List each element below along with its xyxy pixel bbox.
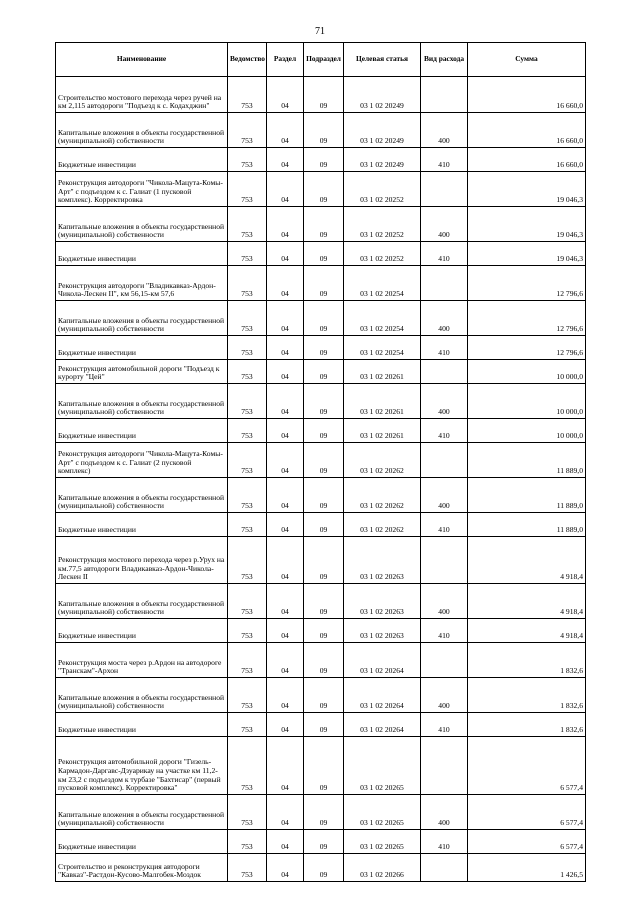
cell-dept: 753 — [228, 830, 267, 854]
cell-subsection: 09 — [304, 619, 344, 643]
cell-sum: 11 889,0 — [468, 478, 586, 513]
table-row — [56, 513, 586, 537]
cell-sum: 1 832,6 — [468, 678, 586, 713]
cell-exp-type — [421, 643, 468, 678]
cell-target: 03 1 02 20262 — [344, 443, 421, 478]
table-row — [56, 172, 586, 207]
table-row — [56, 584, 586, 619]
cell-exp-type — [421, 172, 468, 207]
cell-section: 04 — [267, 513, 304, 537]
cell-name: Капитальные вложения в объекты государственной (муниципальной) собственности — [56, 795, 228, 830]
cell-sum: 4 918,4 — [468, 584, 586, 619]
cell-sum: 16 660,0 — [468, 113, 586, 148]
cell-subsection: 09 — [304, 795, 344, 830]
cell-target: 03 1 02 20254 — [344, 336, 421, 360]
table-row — [56, 830, 586, 854]
cell-dept: 753 — [228, 643, 267, 678]
table-row — [56, 619, 586, 643]
table-row — [56, 443, 586, 478]
budget-table — [55, 42, 586, 882]
cell-subsection: 09 — [304, 419, 344, 443]
cell-exp-type: 410 — [421, 242, 468, 266]
cell-dept: 753 — [228, 584, 267, 619]
cell-exp-type: 400 — [421, 207, 468, 242]
cell-exp-type — [421, 737, 468, 795]
cell-section: 04 — [267, 242, 304, 266]
table-row — [56, 77, 586, 113]
header-sum: Сумма — [468, 43, 586, 77]
table-row — [56, 301, 586, 336]
cell-dept: 753 — [228, 266, 267, 301]
cell-section: 04 — [267, 360, 304, 384]
table-row — [56, 384, 586, 419]
cell-subsection: 09 — [304, 242, 344, 266]
cell-sum: 12 796,6 — [468, 266, 586, 301]
cell-name: Капитальные вложения в объекты государственной (муниципальной) собственности — [56, 301, 228, 336]
cell-name: Строительство мостового перехода через ручей на км 2,115 автодороги "Подъезд к с. Кодахджин" — [56, 77, 228, 113]
cell-exp-type: 400 — [421, 301, 468, 336]
cell-dept: 753 — [228, 854, 267, 882]
cell-name: Капитальные вложения в объекты государственной (муниципальной) собственности — [56, 384, 228, 419]
cell-exp-type: 410 — [421, 148, 468, 172]
cell-section: 04 — [267, 384, 304, 419]
header-exp-type: Вид расхода — [421, 43, 468, 77]
cell-target: 03 1 02 20261 — [344, 360, 421, 384]
cell-exp-type — [421, 77, 468, 113]
cell-name: Реконструкция мостового перехода через р.Урух на км.77,5 автодороги Владикавказ-Ардон-Чикола-Лескен II — [56, 537, 228, 584]
cell-subsection: 09 — [304, 678, 344, 713]
table-row — [56, 419, 586, 443]
cell-sum: 6 577,4 — [468, 830, 586, 854]
cell-name: Реконструкция автодороги "Чикола-Мацута-Комы-Арт" с подъездом к с. Галиат (1 пусковой комплекс). Корректировка — [56, 172, 228, 207]
cell-dept: 753 — [228, 207, 267, 242]
cell-sum: 16 660,0 — [468, 77, 586, 113]
cell-target: 03 1 02 20263 — [344, 584, 421, 619]
cell-section: 04 — [267, 619, 304, 643]
cell-section: 04 — [267, 266, 304, 301]
cell-sum: 19 046,3 — [468, 172, 586, 207]
header-dept: Ведомство — [228, 43, 267, 77]
cell-sum: 11 889,0 — [468, 513, 586, 537]
cell-exp-type — [421, 360, 468, 384]
cell-dept: 753 — [228, 537, 267, 584]
cell-name: Капитальные вложения в объекты государственной (муниципальной) собственности — [56, 584, 228, 619]
cell-name: Бюджетные инвестиции — [56, 148, 228, 172]
cell-exp-type: 410 — [421, 713, 468, 737]
cell-dept: 753 — [228, 713, 267, 737]
cell-exp-type: 400 — [421, 795, 468, 830]
cell-target: 03 1 02 20265 — [344, 795, 421, 830]
cell-target: 03 1 02 20264 — [344, 678, 421, 713]
cell-subsection: 09 — [304, 148, 344, 172]
cell-name: Бюджетные инвестиции — [56, 242, 228, 266]
cell-target: 03 1 02 20252 — [344, 207, 421, 242]
table-body — [56, 77, 586, 882]
cell-name: Капитальные вложения в объекты государственной (муниципальной) собственности — [56, 113, 228, 148]
cell-name: Капитальные вложения в объекты государственной (муниципальной) собственности — [56, 478, 228, 513]
cell-dept: 753 — [228, 336, 267, 360]
cell-target: 03 1 02 20261 — [344, 384, 421, 419]
cell-subsection: 09 — [304, 513, 344, 537]
header-subsection: Подраздел — [304, 43, 344, 77]
cell-subsection: 09 — [304, 584, 344, 619]
cell-dept: 753 — [228, 148, 267, 172]
cell-subsection: 09 — [304, 384, 344, 419]
cell-section: 04 — [267, 172, 304, 207]
cell-exp-type: 410 — [421, 830, 468, 854]
cell-subsection: 09 — [304, 478, 344, 513]
cell-sum: 1 832,6 — [468, 713, 586, 737]
cell-exp-type: 400 — [421, 478, 468, 513]
cell-section: 04 — [267, 713, 304, 737]
cell-subsection: 09 — [304, 336, 344, 360]
cell-exp-type: 410 — [421, 513, 468, 537]
cell-subsection: 09 — [304, 713, 344, 737]
cell-sum: 10 000,0 — [468, 419, 586, 443]
cell-exp-type — [421, 537, 468, 584]
table-header-row — [56, 43, 586, 77]
cell-dept: 753 — [228, 478, 267, 513]
cell-name: Реконструкция моста через р.Ардон на автодороге "Транскам"-Архон — [56, 643, 228, 678]
cell-section: 04 — [267, 301, 304, 336]
cell-name: Бюджетные инвестиции — [56, 830, 228, 854]
cell-dept: 753 — [228, 737, 267, 795]
cell-subsection: 09 — [304, 443, 344, 478]
cell-exp-type: 410 — [421, 619, 468, 643]
cell-dept: 753 — [228, 443, 267, 478]
cell-sum: 10 000,0 — [468, 360, 586, 384]
cell-name: Реконструкция автодороги "Чикола-Мацута-Комы-Арт" с подъездом к с. Галиат (2 пусковой комплекс) — [56, 443, 228, 478]
cell-name: Реконструкция автомобильной дороги "Гизель-Кармадон-Даргавс-Дзуарикау на участке км 11,2-км 23,2 с подъездом к турбазе "Бахтисар" (первый пусковой комплекс). Корректировка" — [56, 737, 228, 795]
cell-section: 04 — [267, 207, 304, 242]
cell-target: 03 1 02 20252 — [344, 172, 421, 207]
cell-dept: 753 — [228, 384, 267, 419]
cell-sum: 6 577,4 — [468, 795, 586, 830]
cell-dept: 753 — [228, 301, 267, 336]
cell-sum: 16 660,0 — [468, 148, 586, 172]
cell-sum: 12 796,6 — [468, 301, 586, 336]
cell-exp-type: 400 — [421, 384, 468, 419]
table-row — [56, 537, 586, 584]
cell-section: 04 — [267, 584, 304, 619]
table-row — [56, 713, 586, 737]
cell-section: 04 — [267, 830, 304, 854]
cell-dept: 753 — [228, 77, 267, 113]
cell-sum: 10 000,0 — [468, 384, 586, 419]
cell-section: 04 — [267, 443, 304, 478]
cell-section: 04 — [267, 419, 304, 443]
cell-name: Бюджетные инвестиции — [56, 513, 228, 537]
cell-target: 03 1 02 20264 — [344, 643, 421, 678]
cell-section: 04 — [267, 148, 304, 172]
table-row — [56, 242, 586, 266]
cell-sum: 1 832,6 — [468, 643, 586, 678]
cell-dept: 753 — [228, 360, 267, 384]
cell-sum: 19 046,3 — [468, 207, 586, 242]
cell-subsection: 09 — [304, 266, 344, 301]
cell-dept: 753 — [228, 242, 267, 266]
cell-subsection: 09 — [304, 830, 344, 854]
cell-section: 04 — [267, 77, 304, 113]
cell-target: 03 1 02 20262 — [344, 478, 421, 513]
table-row — [56, 737, 586, 795]
cell-subsection: 09 — [304, 737, 344, 795]
cell-section: 04 — [267, 113, 304, 148]
cell-sum: 12 796,6 — [468, 336, 586, 360]
cell-target: 03 1 02 20254 — [344, 266, 421, 301]
table-row — [56, 207, 586, 242]
cell-subsection: 09 — [304, 172, 344, 207]
cell-section: 04 — [267, 737, 304, 795]
table-row — [56, 266, 586, 301]
table-row — [56, 643, 586, 678]
cell-subsection: 09 — [304, 360, 344, 384]
cell-name: Бюджетные инвестиции — [56, 619, 228, 643]
cell-exp-type: 410 — [421, 336, 468, 360]
cell-name: Реконструкция автомобильной дороги "Подъезд к курорту "Цей" — [56, 360, 228, 384]
cell-subsection: 09 — [304, 537, 344, 584]
cell-section: 04 — [267, 795, 304, 830]
cell-subsection: 09 — [304, 301, 344, 336]
cell-dept: 753 — [228, 795, 267, 830]
cell-name: Капитальные вложения в объекты государственной (муниципальной) собственности — [56, 678, 228, 713]
cell-section: 04 — [267, 537, 304, 584]
table-row — [56, 148, 586, 172]
cell-subsection: 09 — [304, 854, 344, 882]
table-row — [56, 795, 586, 830]
cell-target: 03 1 02 20265 — [344, 830, 421, 854]
cell-exp-type — [421, 443, 468, 478]
cell-subsection: 09 — [304, 643, 344, 678]
cell-target: 03 1 02 20249 — [344, 148, 421, 172]
cell-target: 03 1 02 20254 — [344, 301, 421, 336]
cell-sum: 6 577,4 — [468, 737, 586, 795]
table-row — [56, 336, 586, 360]
header-section: Раздел — [267, 43, 304, 77]
cell-dept: 753 — [228, 513, 267, 537]
cell-dept: 753 — [228, 678, 267, 713]
cell-name: Строительство и реконструкция автодороги "Кавказ"-Растдон-Кусово-Малгобек-Моздок — [56, 854, 228, 882]
cell-sum: 4 918,4 — [468, 537, 586, 584]
cell-section: 04 — [267, 678, 304, 713]
cell-exp-type — [421, 266, 468, 301]
cell-target: 03 1 02 20262 — [344, 513, 421, 537]
cell-target: 03 1 02 20264 — [344, 713, 421, 737]
table-row — [56, 478, 586, 513]
cell-sum: 1 426,5 — [468, 854, 586, 882]
cell-dept: 753 — [228, 619, 267, 643]
cell-name: Бюджетные инвестиции — [56, 713, 228, 737]
cell-section: 04 — [267, 336, 304, 360]
cell-target: 03 1 02 20266 — [344, 854, 421, 882]
cell-subsection: 09 — [304, 77, 344, 113]
table-row — [56, 678, 586, 713]
cell-target: 03 1 02 20249 — [344, 77, 421, 113]
cell-name: Бюджетные инвестиции — [56, 419, 228, 443]
cell-name: Капитальные вложения в объекты государственной (муниципальной) собственности — [56, 207, 228, 242]
cell-sum: 4 918,4 — [468, 619, 586, 643]
cell-section: 04 — [267, 643, 304, 678]
header-name: Наименование — [56, 43, 228, 77]
table-row — [56, 360, 586, 384]
cell-name: Реконструкция автодороги "Владикавказ-Ардон-Чикола-Лескен II", км 56,15-км 57,6 — [56, 266, 228, 301]
cell-name: Бюджетные инвестиции — [56, 336, 228, 360]
cell-sum: 11 889,0 — [468, 443, 586, 478]
cell-target: 03 1 02 20263 — [344, 537, 421, 584]
cell-dept: 753 — [228, 419, 267, 443]
cell-exp-type — [421, 854, 468, 882]
cell-sum: 19 046,3 — [468, 242, 586, 266]
cell-dept: 753 — [228, 113, 267, 148]
cell-exp-type: 410 — [421, 419, 468, 443]
cell-section: 04 — [267, 478, 304, 513]
cell-exp-type: 400 — [421, 113, 468, 148]
header-target: Целевая статья — [344, 43, 421, 77]
cell-subsection: 09 — [304, 113, 344, 148]
page-number: 71 — [315, 26, 325, 37]
cell-target: 03 1 02 20252 — [344, 242, 421, 266]
cell-target: 03 1 02 20263 — [344, 619, 421, 643]
cell-exp-type: 400 — [421, 678, 468, 713]
cell-target: 03 1 02 20261 — [344, 419, 421, 443]
cell-target: 03 1 02 20249 — [344, 113, 421, 148]
cell-target: 03 1 02 20265 — [344, 737, 421, 795]
cell-section: 04 — [267, 854, 304, 882]
table-row — [56, 113, 586, 148]
table-row — [56, 854, 586, 882]
cell-dept: 753 — [228, 172, 267, 207]
cell-exp-type: 400 — [421, 584, 468, 619]
cell-subsection: 09 — [304, 207, 344, 242]
